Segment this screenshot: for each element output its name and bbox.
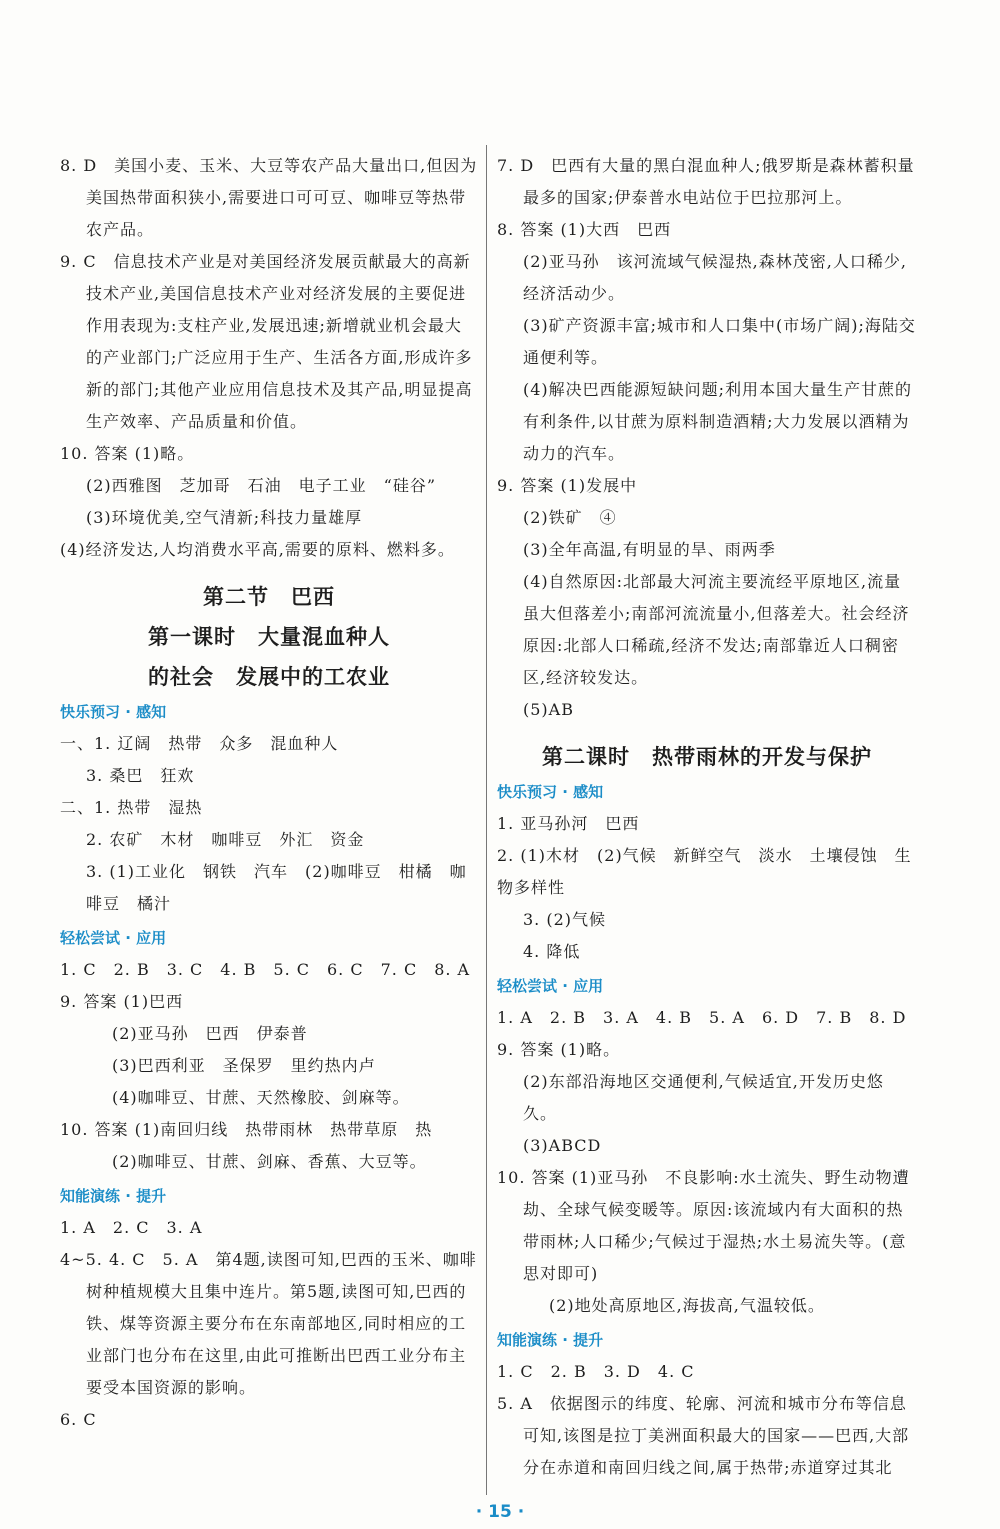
answer-line: 7. D 巴西有大量的黑白混血种人;俄罗斯是森林蓄积量最多的国家;伊泰普水电站位于巴拉那河上。	[497, 156, 915, 207]
answer-line: (2)东部沿海地区交通便利,气候适宜,开发历史悠久。	[523, 1072, 884, 1123]
answer-line: 10. 答案 (1)略。	[60, 444, 195, 463]
section-marker: 轻松尝试 · 应用	[60, 929, 167, 947]
answer-line: 9. 答案 (1)略。	[497, 1040, 621, 1059]
section-marker: 知能演练 · 提升	[60, 1187, 167, 1205]
answer-line: 8. 答案 (1)大西 巴西	[497, 220, 672, 239]
answer-line: 2. (1)木材 (2)气候 新鲜空气 淡水 土壤侵蚀 生物多样性	[497, 846, 912, 897]
answer-line: 3. 桑巴 狂欢	[86, 766, 195, 785]
answer-line: (2)咖啡豆、甘蔗、剑麻、香蕉、大豆等。	[112, 1152, 427, 1171]
answer-line: (4)咖啡豆、甘蔗、天然橡胶、剑麻等。	[112, 1088, 410, 1107]
answer-line: 1. C 2. B 3. D 4. C	[497, 1362, 695, 1381]
answer-line: 9. C 信息技术产业是对美国经济发展贡献最大的高新技术产业,美国信息技术产业对经济发展的主要促进作用表现为:支柱产业,发展迅速;新增就业机会最大的产业部门;广泛应用于生产、生活各方面,形成许多新的部门;其他产业应用信息技术及其产品,明显提高生产效率、产品质量和价值。	[60, 252, 473, 431]
section-heading: 第二节 巴西	[203, 585, 335, 609]
answer-line: (2)铁矿 ④	[523, 508, 617, 527]
answer-line: (2)亚马孙 巴西 伊泰普	[112, 1024, 308, 1043]
answer-line: (5)AB	[523, 700, 574, 719]
section-marker: 轻松尝试 · 应用	[497, 977, 604, 995]
answer-line: 3. (2)气候	[523, 910, 607, 929]
column-divider	[486, 145, 487, 1495]
answer-line: 4. 降低	[523, 942, 581, 961]
section-heading: 第一课时 大量混血种人	[148, 625, 390, 649]
section-marker: 快乐预习 · 感知	[497, 783, 604, 801]
answer-line: 9. 答案 (1)发展中	[497, 476, 638, 495]
section-marker: 快乐预习 · 感知	[60, 703, 167, 721]
answer-line: (3)巴西利亚 圣保罗 里约热内卢	[112, 1056, 376, 1075]
answer-line: (3)环境优美,空气清新;科技力量雄厚	[86, 508, 363, 527]
answer-line: 二、1. 热带 湿热	[60, 798, 203, 817]
answer-line: (3)ABCD	[523, 1136, 602, 1155]
answer-line: (2)西雅图 芝加哥 石油 电子工业 “硅谷”	[86, 476, 437, 495]
answer-line: (3)全年高温,有明显的旱、雨两季	[523, 540, 776, 559]
section-heading: 的社会 发展中的工农业	[148, 665, 390, 689]
answer-line: (2)地处高原地区,海拔高,气温较低。	[549, 1296, 825, 1315]
answer-line: 1. A 2. B 3. A 4. B 5. A 6. D 7. B 8. D	[497, 1008, 907, 1027]
answer-line: (3)矿产资源丰富;城市和人口集中(市场广阔);海陆交通便利等。	[523, 316, 916, 367]
answer-line: 1. A 2. C 3. A	[60, 1218, 203, 1237]
answer-line: (4)解决巴西能源短缺问题;利用本国大量生产甘蔗的有利条件,以甘蔗为原料制造酒精;大力发展以酒精为动力的汽车。	[523, 380, 913, 463]
answer-line: (4)经济发达,人均消费水平高,需要的原料、燃料多。	[60, 540, 455, 559]
answer-line: 5. A 依据图示的纬度、轮廓、河流和城市分布等信息可知,该图是拉丁美洲面积最大的国家——巴西,大部分在赤道和南回归线之间,属于热带;赤道穿过其北	[497, 1394, 910, 1477]
answer-line: (4)自然原因:北部最大河流主要流经平原地区,流量虽大但落差小;南部河流流量小,但落差大。社会经济原因:北部人口稀疏,经济不发达;南部靠近人口稠密区,经济较发达。	[523, 572, 910, 687]
answer-line: 2. 农矿 木材 咖啡豆 外汇 资金	[86, 830, 365, 849]
answer-line: 10. 答案 (1)亚马孙 不良影响:水土流失、野生动物遭劫、全球气候变暖等。原因:该流域内有大面积的热带雨林;人口稀少;气候过于湿热;水土易流失等。(意思对即可)	[497, 1168, 910, 1283]
answer-line: 4~5. 4. C 5. A 第4题,读图可知,巴西的玉米、咖啡树种植规模大且集中连片。第5题,读图可知,巴西的铁、煤等资源主要分布在东南部地区,同时相应的工业部门也分布在这里,由此可推断出巴西工业分布主要受本国资源的影响。	[60, 1250, 477, 1397]
answer-line: 6. C	[60, 1410, 97, 1429]
answer-line: 1. C 2. B 3. C 4. B 5. C 6. C 7. C 8. A	[60, 960, 471, 979]
answer-line: 9. 答案 (1)巴西	[60, 992, 184, 1011]
answer-line: 一、1. 辽阔 热带 众多 混血种人	[60, 734, 339, 753]
answer-line: 8. D 美国小麦、玉米、大豆等农产品大量出口,但因为美国热带面积狭小,需要进口可可豆、咖啡豆等热带农产品。	[60, 156, 478, 239]
section-marker: 知能演练 · 提升	[497, 1331, 604, 1349]
left-column	[60, 150, 478, 1436]
answer-line: 10. 答案 (1)南回归线 热带雨林 热带草原 热	[60, 1120, 433, 1139]
answer-line: 3. (1)工业化 钢铁 汽车 (2)咖啡豆 柑橘 咖啡豆 橘汁	[86, 862, 467, 913]
answer-line: (2)亚马孙 该河流域气候湿热,森林茂密,人口稀少,经济活动少。	[523, 252, 907, 303]
answer-line: 1. 亚马孙河 巴西	[497, 814, 640, 833]
page-number: · 15 ·	[475, 1502, 525, 1522]
right-column	[497, 150, 917, 1484]
section-heading: 第二课时 热带雨林的开发与保护	[542, 745, 872, 769]
